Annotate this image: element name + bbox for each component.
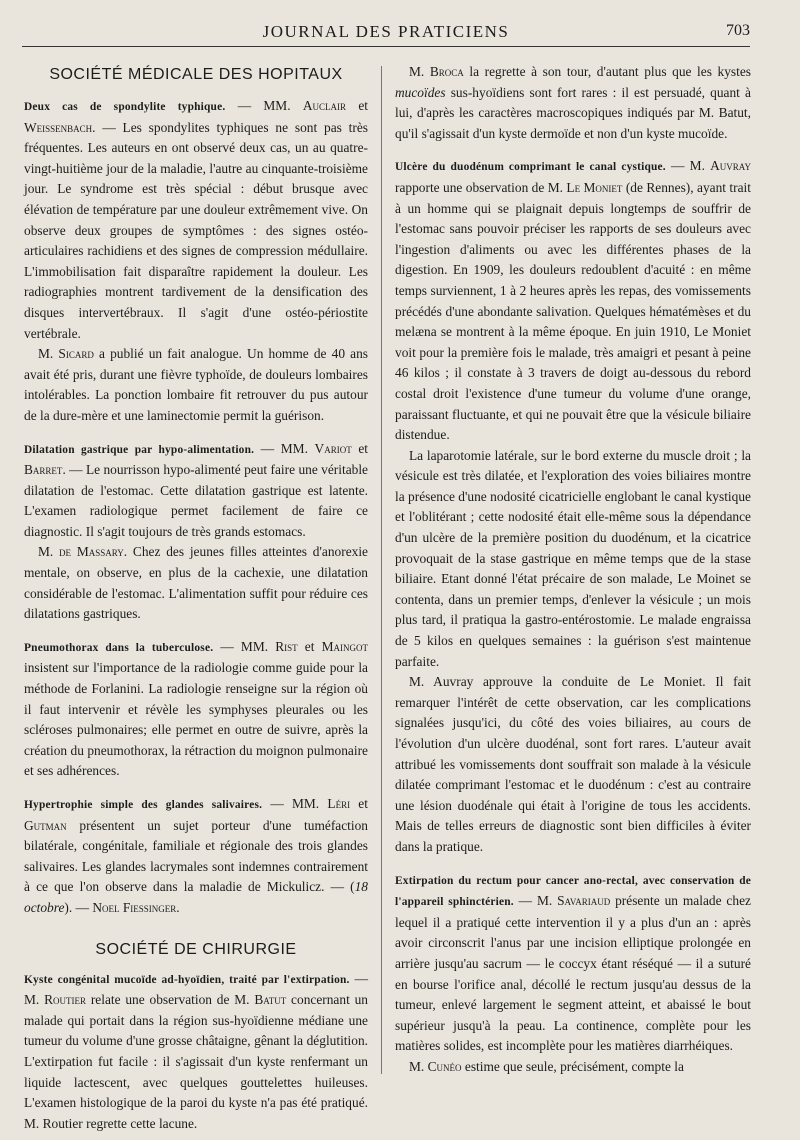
journal-title: JOURNAL DES PRATICIENS bbox=[262, 22, 510, 41]
session-date: 18 octobre bbox=[24, 879, 368, 915]
article-paragraph: M. Cunéo estime que seule, précisément, compte la bbox=[409, 1058, 684, 1074]
article-paragraph: Deux cas de spondylite typhique. — MM. Auclair et Weissenbach. — Les spondylites typhiques ne sont pas très fréquentes. Les auteurs en ont observé deux cas, un au quatre-vingt-huitième jour de la maladie, l'autre au cinquante-troisième jour. Le syndrome est très spécial : début brusque avec élévation de température par une douleur extrêmement vive. On observe deux groupes de symptômes : des signes ostéo-articulaires rachidiens et des signes de compression médullaire. L'immobilisation fait disparaître rapidement la douleur. Les radiographies montrent tardivement de la densification des disques intervertébraux. Il s'agit d'une ostéo-périostite vertébrale. bbox=[24, 98, 368, 341]
signature: Noel Fiessinger bbox=[92, 899, 177, 915]
author-name: Cunéo bbox=[427, 1058, 462, 1074]
article-ulcere-duodenum bbox=[395, 156, 751, 857]
article-paragraph: Hypertrophie simple des glandes salivaires. — MM. Léri et Gutman présentent un sujet porteur d'une tuméfaction bilatérale, congénitale, familiale et régionale des trois glandes salivaires. Les glandes lacrymales sont indemnes contrairement à ce que l'on observe dans la maladie de Mickulicz. — (18 octobre). — Noel Fiessinger. bbox=[24, 796, 368, 915]
article-dilatation bbox=[24, 439, 368, 625]
article-heading: Pneumothorax dans la tuberculose. bbox=[24, 641, 214, 654]
author-name: Léri bbox=[327, 796, 351, 811]
article-kyste-mucoide bbox=[24, 969, 368, 1135]
author-name: Maingot bbox=[321, 638, 368, 654]
article-paragraph: M. Auvray approuve la conduite de Le Moniet. Il fait remarquer l'intérêt de cette observation, car les complications signalées jusqu'ici, du côté des voies biliaires, au cours de l'évolution d'un ulcère duodénal, sont fort rares. L'auteur avait attribué les vomissements dont souffrait son malade à la vésicule dilatée comprimant l'estomac et le duodénum : c'est au contraire une lésion duodénale qui était à l'origine de tous les accidents. Mais de telles erreurs de diagnostic sont bien difficiles à éviter dans la pratique. bbox=[395, 674, 751, 854]
author-name: Rist bbox=[275, 638, 298, 654]
article-paragraph: M. de Massary. Chez des jeunes filles atteintes d'anorexie mentale, on observe, en plus de la cachexie, une dilatation considérable de l'estomac. L'alimentation suffit pour réduire ces dilatations gastriques. bbox=[24, 544, 368, 622]
article-pneumothorax bbox=[24, 637, 368, 782]
article-spondylite bbox=[24, 96, 368, 427]
article-paragraph: La laparotomie latérale, sur le bord externe du muscle droit ; la vésicule est très dilatée, et l'exploration des voies biliaires montre la présence d'une nodosité cicatricielle englobant le canal kystique et l'oblitérant ; cette nodosité était elle-même sous la dépendance d'un ulcère de la première position du duodénum, et la cicatrice provoquait de la stase gastrique en même temps que de la stase biliaire. Etant donné l'état précaire de son malade, Le Moinet se contenta, dans un premier temps, d'enlever la vésicule ; un mois plus tard, il pratiqua la gastro-entérostomie. Le malade engraissa de 5 kilos en quelques semaines : la guérison s'est maintenue parfaite. bbox=[395, 447, 751, 669]
article-paragraph: M. Broca la regrette à son tour, d'autant plus que les kystes mucoïdes sus-hyoïdiens sont fort rares : il est persuadé, quant à lui, d'après les caractères macroscopiques indiqués par M. Batut, qu'il s'agissait d'un kyste dermoïde et non d'un kyste mucoïde. bbox=[395, 64, 751, 141]
article-heading: Kyste congénital mucoïde ad-hyoïdien, traité par l'extirpation. bbox=[24, 973, 350, 986]
author-name: Batut bbox=[254, 992, 287, 1008]
author-name: de Massary bbox=[59, 544, 124, 560]
article-paragraph: Kyste congénital mucoïde ad-hyoïdien, traité par l'extirpation. — M. Routier relate une observation de M. Batut concernant un malade qui portait dans la région sus-hyoïdienne médiane une tumeur du volume d'une grosse châtaigne, gênant la déglutition. L'extirpation fut facile : il s'agissait d'un kyste renfermant un liquide lactescent, avec quelques gouttelettes huileuses. L'examen histologique de la paroi du kyste n'a pas été pratiqué. M. Routier regrette cette lacune. bbox=[24, 970, 368, 1131]
left-column bbox=[24, 62, 368, 1140]
article-heading: Hypertrophie simple des glandes salivaires. bbox=[24, 799, 263, 811]
article-heading: Extirpation du rectum pour cancer ano-rectal, avec conservation de l'appareil sphinctérien. bbox=[395, 874, 751, 909]
author-name: Sicard bbox=[58, 346, 94, 362]
author-name: Barret bbox=[24, 462, 63, 478]
article-extirpation-rectum bbox=[395, 870, 751, 1078]
author-name: Broca bbox=[429, 64, 464, 79]
author-name: Routier bbox=[44, 992, 87, 1008]
article-glandes-salivaires bbox=[24, 794, 368, 919]
article-kyste-mucoide-continued bbox=[395, 62, 751, 144]
column-divider bbox=[381, 66, 382, 1074]
author-name: Variot bbox=[314, 440, 352, 456]
author-name: Le Moniet bbox=[566, 179, 623, 195]
article-paragraph: M. Sicard a publié un fait analogue. Un homme de 40 ans avait été pris, durant une fièvre typhoïde, de douleurs lombaires intolérables. La ponction lombaire fit retrouver du pus autour de la dure-mère et une laminectomie permit la guérison. bbox=[24, 346, 368, 423]
section-title-chirurgie: SOCIÉTÉ DE CHIRURGIE bbox=[95, 940, 297, 958]
author-name: Savariaud bbox=[557, 893, 611, 909]
article-heading: Ulcère du duodénum comprimant le canal cystique. bbox=[395, 161, 666, 174]
article-paragraph: Extirpation du rectum pour cancer ano-rectal, avec conservation de l'appareil sphinctérien. — M. Savariaud présente un malade chez lequel il a pratiqué cette intervention il y a plus d'un an : après avoir circonscrit l'anus par une incision elliptique prolongée en arrière jusqu'au sacrum — le coccyx étant réséqué — il a suturé en bourse l'orifice anal, décollé le rectum jusqu'au dessus de la tumeur, enlevé largement le segment atteint, et abaissé le bout supérieur jusqu'à la peau. La continence, complète pour les matières solides, est incomplète pour les matières diarrhéiques. bbox=[395, 874, 751, 1054]
article-paragraph: Pneumothorax dans la tuberculose. — MM. Rist et Maingot insistent sur l'importance de la radiologie comme guide pour la méthode de Forlanini. La radiologie renseigne sur la région où il faut intervenir et révèle les symphyses pleurales ou les scléroses pulmonaires; elle permet en outre de suivre, après la création du pneumothorax, la rétraction du moignon pulmonaire et ses adhérences. bbox=[24, 638, 368, 779]
article-paragraph: Dilatation gastrique par hypo-alimentation. — MM. Variot et Barret. — Le nourrisson hypo-alimenté peut faire une véritable dilatation de l'estomac. Cette dilatation gastrique est latente. L'examen radiologique permet facilement de faire ce diagnostic. Il s'agit toujours de très grands estomacs. bbox=[24, 440, 368, 539]
article-heading: Dilatation gastrique par hypo-alimentation. bbox=[24, 443, 255, 456]
author-name: Weissenbach bbox=[24, 119, 93, 135]
author-name: Auvray bbox=[710, 158, 751, 174]
section-title-medicale: SOCIÉTÉ MÉDICALE DES HOPITAUX bbox=[49, 66, 343, 83]
author-name: Auclair bbox=[302, 98, 347, 113]
running-head bbox=[22, 20, 750, 47]
article-heading: Deux cas de spondylite typhique. bbox=[24, 101, 226, 113]
right-column bbox=[395, 62, 751, 1084]
article-paragraph: Ulcère du duodénum comprimant le canal cystique. — M. Auvray rapporte une observation de M. Le Moniet (de Rennes), ayant trait à un homme qui se plaignait depuis longtemps de souffrir de l'estomac sans pouvoir préciser les rapports de ses douleurs avec l'ingestion d'aliments ou avec les différentes phases de la digestion. En 1909, les douleurs redoublent d'acuité : en même temps surviennent, 1 à 2 heures après les repas, des vomissements précédés d'une abondante salivation. Quelques hématémèses et du melæna se montrent à la même époque. En juin 1910, Le Moniet voit pour la première fois le malade, très amaigri et pesant à peine 46 kilos ; il constate à 3 travers de doigt au-dessous du rebord costal droit l'existence d'une tumeur du volume d'une orange, paraissant fluctuante, et qui ne pouvait être que la vésicule biliaire distendue. bbox=[395, 158, 751, 443]
page-number: 703 bbox=[726, 22, 750, 39]
author-name: Gutman bbox=[24, 817, 67, 833]
